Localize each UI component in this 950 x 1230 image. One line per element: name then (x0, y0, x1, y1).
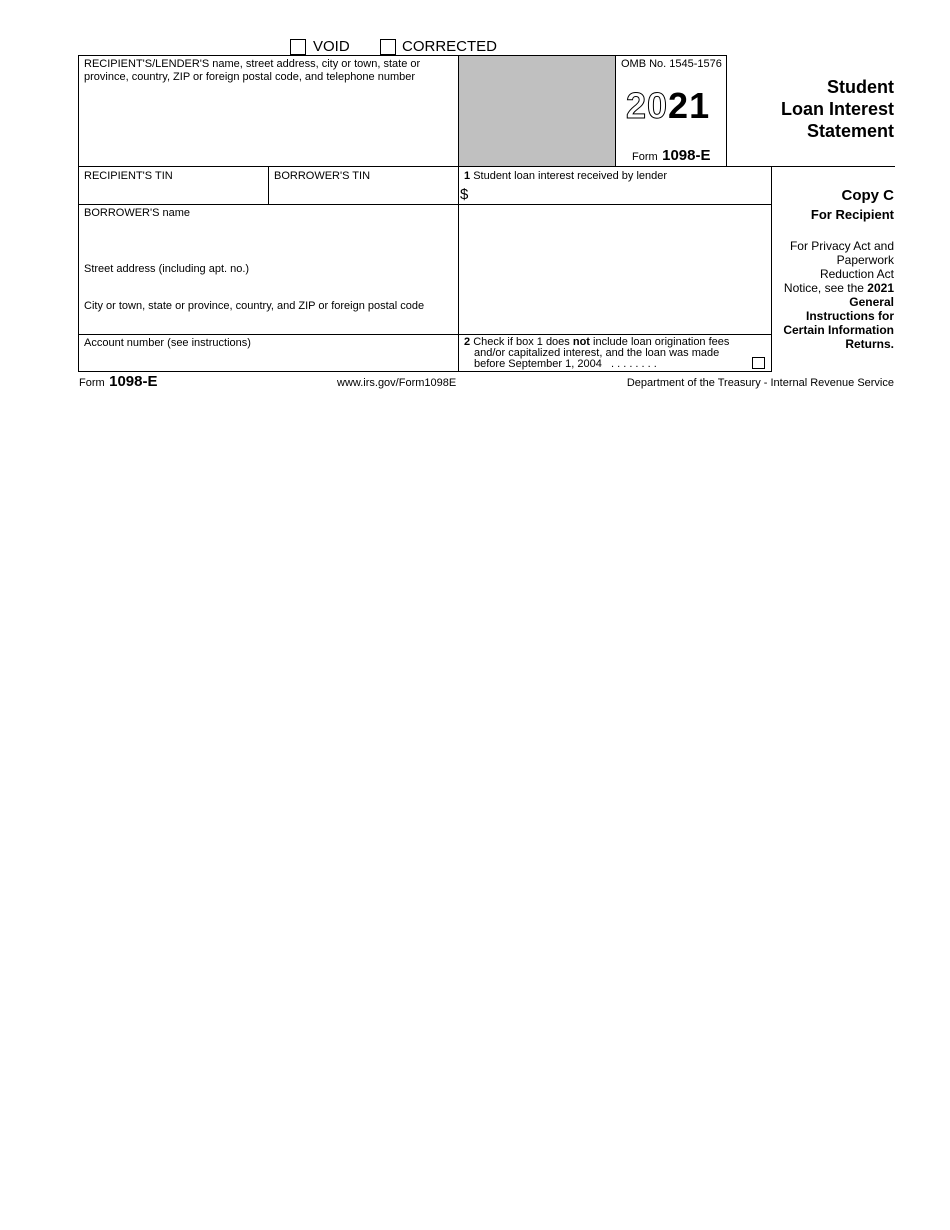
line-below-header (78, 166, 895, 167)
divider-omb-title (726, 55, 727, 166)
divider-copy-column (771, 166, 772, 372)
account-number-label: Account number (see instructions) (84, 337, 251, 349)
form-title: Student Loan Interest Statement (780, 77, 894, 141)
divider-recipient-header (458, 55, 459, 372)
borrower-name-label: BORROWER'S name (84, 207, 191, 219)
divider-shade-omb (615, 55, 616, 166)
box2-label: 2 Check if box 1 does not include loan origination fees and/or capitalized interest, and the loan was made before September 1, 2004 . . . . . . . . (464, 336, 730, 370)
box1-label: 1 Student loan interest received by lender (464, 170, 668, 182)
box1-currency: $ (460, 186, 469, 203)
privacy-notice: For Privacy Act and Paperwork Reduction Act Notice, see the 2021 General Instructions for Certain Information Returns. (783, 239, 894, 351)
form-left-border (78, 55, 79, 372)
form-top-border (78, 55, 727, 56)
street-address-label: Street address (including apt. no.) (84, 263, 250, 275)
copy-title: Copy C (841, 187, 894, 204)
shaded-box (459, 56, 615, 166)
form-id-header: Form 1098-E (632, 147, 711, 164)
irs-website-link[interactable]: www.irs.gov/Form1098E (337, 377, 457, 389)
form-id-footer: Form 1098-E (79, 373, 158, 390)
void-checkbox[interactable] (290, 39, 306, 55)
recipient-tin-label: RECIPIENT'S TIN (84, 170, 173, 182)
box2-checkbox[interactable] (752, 357, 765, 369)
form-bottom-border (78, 371, 771, 372)
copy-subtitle: For Recipient (810, 207, 894, 222)
line-below-tin (78, 204, 771, 205)
corrected-checkbox[interactable] (380, 39, 396, 55)
borrower-tin-label: BORROWER'S TIN (274, 170, 371, 182)
recipient-name-label: RECIPIENT'S/LENDER'S name, street address, city or town, state or province, country, ZIP or foreign postal code, and telephone number (84, 58, 421, 83)
divider-tin (268, 166, 269, 204)
city-state-label: City or town, state or province, country, and ZIP or foreign postal code (84, 300, 425, 312)
void-label: VOID (313, 38, 350, 55)
omb-number: OMB No. 1545-1576 (621, 58, 722, 70)
line-above-account (78, 334, 771, 335)
corrected-label: CORRECTED (402, 38, 498, 55)
tax-year: 2021 (626, 85, 711, 126)
department-label: Department of the Treasury - Internal Revenue Service (626, 377, 894, 389)
